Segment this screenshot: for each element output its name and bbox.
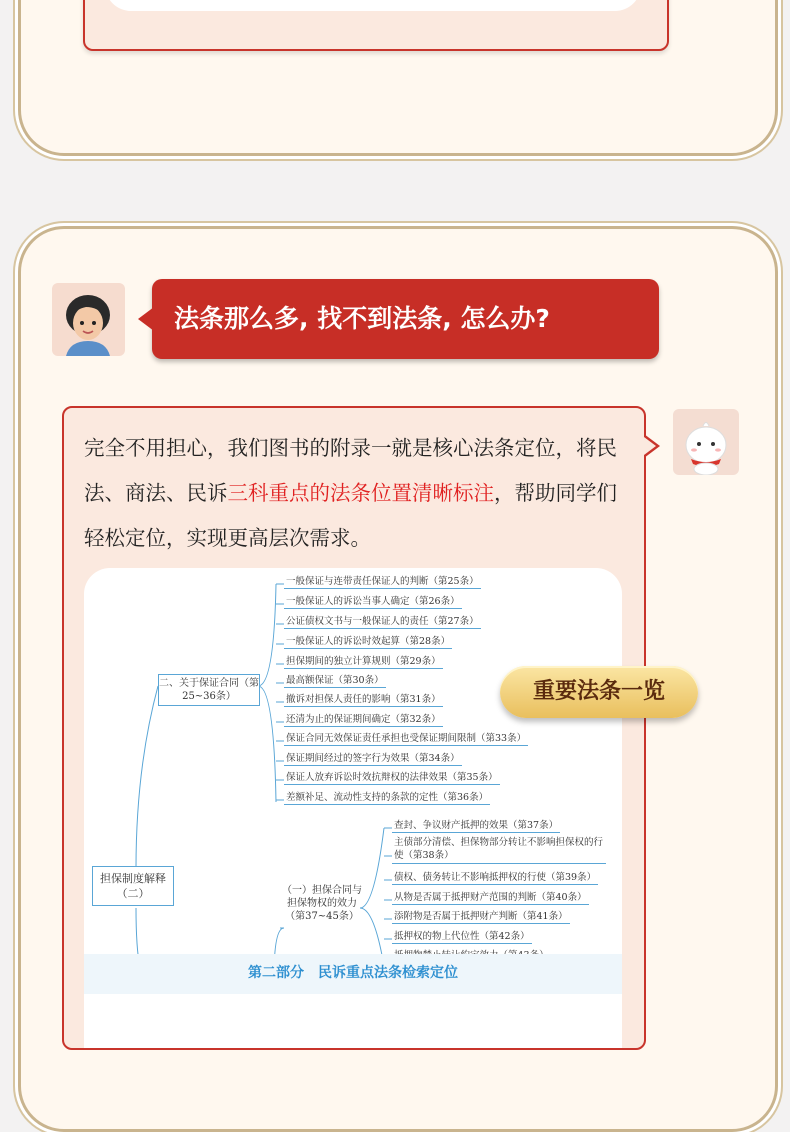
question-text: 法条那么多, 找不到法条, 怎么办? <box>174 304 550 333</box>
mortgage-item: 查封、争议财产抵押的效果（第37条） <box>392 817 560 833</box>
guarantee-item: 还清为止的保证期间确定（第32条） <box>284 711 443 727</box>
guarantee-item: 一般保证与连带责任保证人的判断（第25条） <box>284 573 481 589</box>
top-diagram-lines <box>105 0 641 11</box>
guarantee-contract-branch: 二、关于保证合同（第25~36条） <box>158 674 260 706</box>
answer-text-part1: 完全不用担心，我们图书的附录一就是核心法条定位，将民法、商法、民诉 <box>84 436 617 505</box>
mindmap-panel <box>84 568 622 1048</box>
top-diagram-panel <box>105 0 641 11</box>
top-diagram-card <box>83 0 669 51</box>
guarantee-item: 保证期间经过的签字行为效果（第34条） <box>284 750 462 766</box>
answer-bubble-tail-inner <box>644 437 656 455</box>
guarantee-item: 最高额保证（第30条） <box>284 672 386 688</box>
top-section-frame <box>18 0 778 156</box>
guarantee-item: 撤诉对担保人责任的影响（第31条） <box>284 691 443 707</box>
student-avatar <box>52 283 125 356</box>
guarantee-item: 担保期间的独立计算规则（第29条） <box>284 653 443 669</box>
guarantee-item: 保证合同无效保证责任承担也受保证期间限制（第33条） <box>284 730 528 746</box>
mindmap-root-node: 担保制度解释（二） <box>92 866 174 906</box>
question-bubble-tail <box>138 307 154 331</box>
mortgage-item: 主债部分清偿、担保物部分转让不影响担保权的行使（第38条） <box>392 836 606 864</box>
mortgage-item: 从物是否属于抵押财产范围的判断（第40条） <box>392 889 589 905</box>
guarantee-item: 一般保证人的诉讼当事人确定（第26条） <box>284 593 462 609</box>
mindmap-footer-title: 第二部分 民诉重点法条检索定位 <box>248 965 458 981</box>
answer-text-part2: ，帮助同学们轻松定位，实现更高层次需求。 <box>84 481 617 550</box>
guarantee-item: 公证债权文书与一般保证人的责任（第27条） <box>284 613 481 629</box>
answer-card <box>62 406 646 1050</box>
mascot-avatar <box>673 409 739 475</box>
guarantee-item: 差额补足、流动性支持的条款的定性（第36条） <box>284 789 490 805</box>
mortgage-item: 抵押权的物上代位性（第42条） <box>392 928 532 944</box>
guarantee-item: 一般保证人的诉讼时效起算（第28条） <box>284 633 452 649</box>
guarantee-item: 保证人放弃诉讼时效抗辩权的法律效果（第35条） <box>284 769 500 785</box>
mortgage-effect-branch: （一）担保合同与担保物权的效力（第37~45条） <box>282 885 362 922</box>
key-articles-badge: 重要法条一览 <box>500 666 698 718</box>
question-bubble <box>152 279 659 359</box>
mortgage-item: 债权、债务转让不影响抵押权的行使（第39条） <box>392 869 598 885</box>
answer-paragraph <box>84 426 632 561</box>
mortgage-item: 添附物是否属于抵押财产判断（第41条） <box>392 908 570 924</box>
answer-highlight: 三科重点的法条位置清晰标注 <box>227 481 494 505</box>
